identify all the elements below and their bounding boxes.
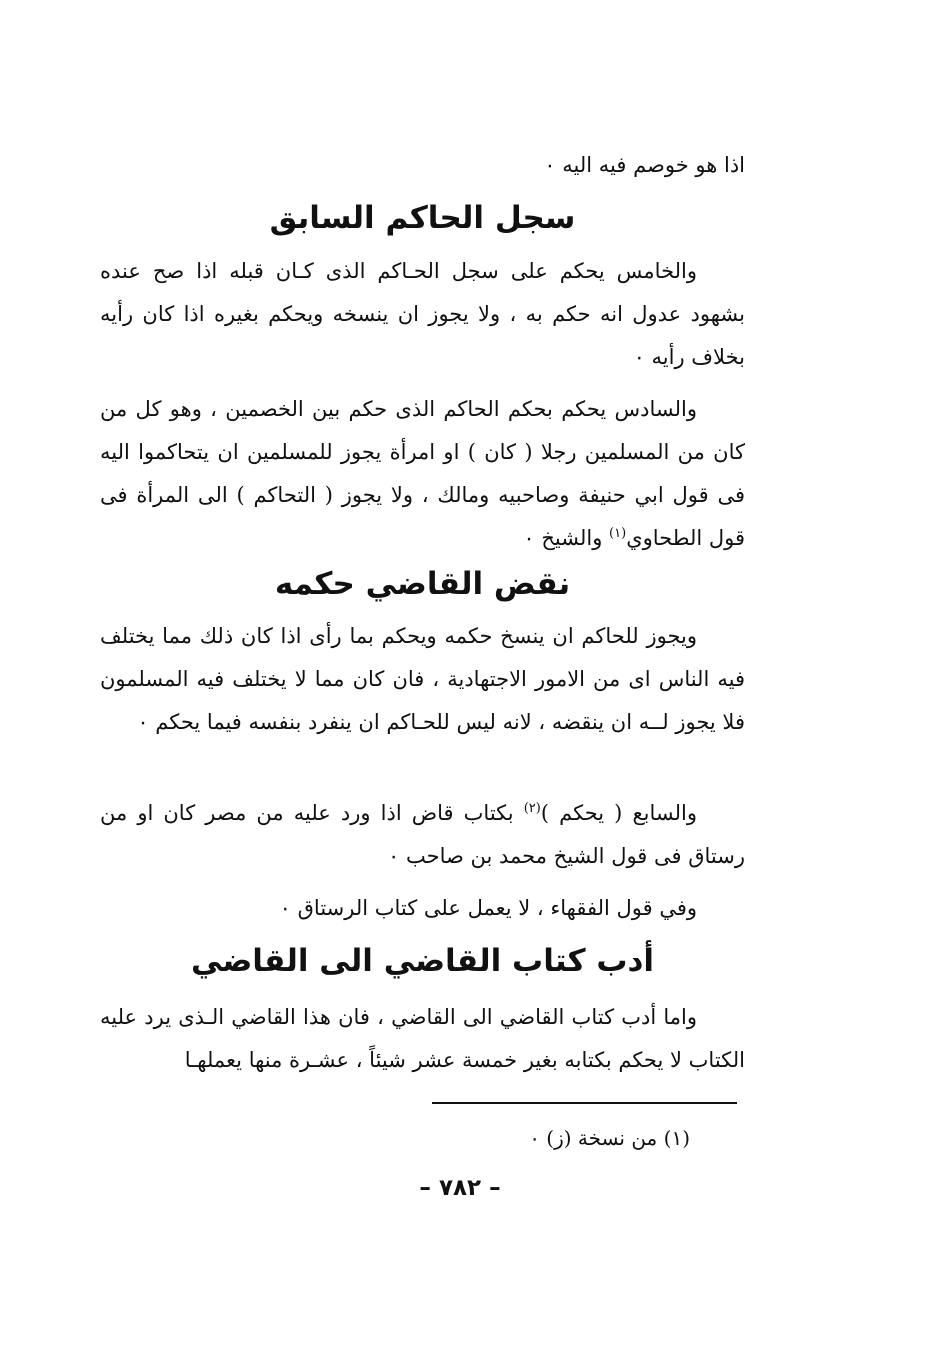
section-heading-judge-revoking-ruling: نقض القاضي حكمه xyxy=(274,566,571,602)
paragraph-text: والخامس يحكم على سجل الحـاكم الذى كـان قبله اذا صح عنده بشهود عدول انه حكم به ، ولا يجوز ان ينسخه ويحكم بغيره اذا كان رأيه بخلاف رأيه ٠ xyxy=(100,259,745,369)
paragraph-text: والسادس يحكم بحكم الحاكم الذى حكم بين الخصمين ، وهو كل من كان من المسلمين رجلا ( كان ) او امرأة يجوز للمسلمين ان يتحاكموا اليه فى قول ابي حنيفة وصاحبيه ومالك ، ولا يجوز ( التحاكم ) الى المرأة فى قول الطحاوي xyxy=(100,397,746,550)
paragraph-sixth xyxy=(100,388,745,560)
paragraph-seventh xyxy=(100,792,745,878)
footnote-divider xyxy=(432,1102,737,1104)
section-heading-previous-judge-record: سجل الحاكم السابق xyxy=(269,200,576,236)
section-heading-judge-letter-etiquette: أدب كتاب القاضي الى القاضي xyxy=(190,943,655,979)
paragraph-text: والشيخ ٠ xyxy=(523,526,610,550)
paragraph-text: والسابع ( يحكم ) xyxy=(540,801,697,825)
paragraph-letter-etiquette xyxy=(100,996,745,1082)
paragraph-text: بكتاب قاض اذا ورد عليه من مصر كان او من رستاق فى قول الشيخ محمد بن صاحب ٠ xyxy=(100,801,745,868)
paragraph-jurists xyxy=(100,887,745,930)
footnote-marker-1[interactable]: (١) xyxy=(609,526,627,541)
paragraph-text: اذا هو خوصم فيه اليه ٠ xyxy=(544,153,745,177)
paragraph-revoking xyxy=(100,615,745,744)
paragraph-fifth xyxy=(100,250,745,379)
paragraph-text: وفي قول الفقهاء ، لا يعمل على كتاب الرستاق ٠ xyxy=(279,896,697,920)
footnote-marker-2[interactable]: (٢) xyxy=(523,801,541,816)
footnote-1: (١) من نسخة (ز) ٠ xyxy=(529,1126,690,1150)
paragraph-text: واما أدب كتاب القاضي الى القاضي ، فان هذا القاضي الـذى يرد عليه الكتاب لا يحكم بكتابه بغير خمسة عشر شيئاً ، عشـرة منها يعملهـا xyxy=(100,1005,745,1072)
paragraph-text: ويجوز للحاكم ان ينسخ حكمه ويحكم بما رأى اذا كان ذلك مما يختلف فيه الناس اى من الامور الاجتهادية ، فان كان مما لا يختلف فيه المسلمون فلا يجوز لــه ان ينقضه ، لانه ليس للحـاكم ان ينفرد بنفسه فيما يحكم ٠ xyxy=(100,624,745,734)
paragraph-continuation xyxy=(100,144,745,187)
page-number: – ٧٨٢ – xyxy=(419,1175,501,1201)
